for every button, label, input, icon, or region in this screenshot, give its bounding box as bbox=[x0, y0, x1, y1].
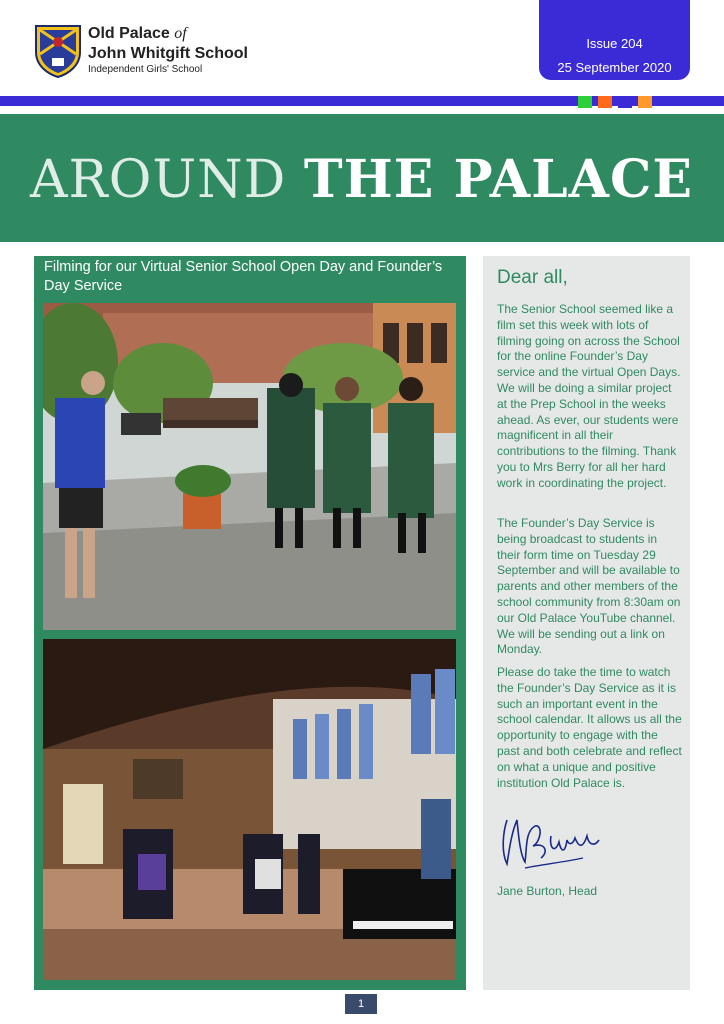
header-stripe bbox=[0, 96, 724, 106]
title-bold: THE PALACE bbox=[303, 149, 694, 210]
letter-greeting: Dear all, bbox=[497, 267, 568, 288]
title-light: AROUND bbox=[30, 150, 287, 210]
newsletter-title bbox=[30, 150, 693, 210]
filming-courtyard-photo bbox=[43, 303, 456, 630]
issue-tab bbox=[539, 0, 690, 80]
accent-square bbox=[618, 96, 632, 108]
hall-photo bbox=[43, 639, 456, 980]
school-name-line2: John Whitgift School bbox=[88, 45, 248, 62]
school-name-line1: Old Palace bbox=[88, 25, 170, 42]
letter-paragraph-3: Please do take the time to watch the Founder’s Day Service as it is such an important event in the school calendar. It allows us all the opportunity to engage with the past and both celebrate and reflect on what a unique and positive institution Old Palace is. bbox=[497, 665, 682, 790]
page-number: 1 bbox=[345, 994, 377, 1014]
school-name-of: of bbox=[174, 25, 187, 42]
school-crest-icon bbox=[34, 24, 82, 78]
letter-paragraph-2: The Founder’s Day Service is being broadcast to students in their form time on Tuesday 29 September and will be available to parents and other members of the school community from 8:30am on our Old Palace YouTube channel. We will be sending out a link on Monday. bbox=[497, 516, 681, 657]
issue-number: Issue 204 bbox=[586, 36, 643, 51]
school-name bbox=[88, 24, 248, 76]
school-tagline: Independent Girls' School bbox=[88, 64, 203, 75]
accent-square bbox=[578, 96, 592, 108]
accent-square bbox=[598, 96, 612, 108]
letter-paragraph-1: The Senior School seemed like a film set this week with lots of filming going on across the School for the online Founder’s Day service and the virtual Open Days. We will be doing a similar project at the Prep School in the weeks ahead. As ever, our students were magnificent in all their contributions to the filming. Thank you to Mrs Berry for all her hard work in coordinating the project. bbox=[497, 302, 681, 490]
issue-date: 25 September 2020 bbox=[557, 60, 672, 75]
article-title: Filming for our Virtual Senior School Open Day and Founder’s Day Service bbox=[44, 259, 443, 294]
accent-square bbox=[638, 96, 652, 108]
letter-signoff: Jane Burton, Head bbox=[497, 884, 598, 898]
signature bbox=[495, 812, 605, 872]
